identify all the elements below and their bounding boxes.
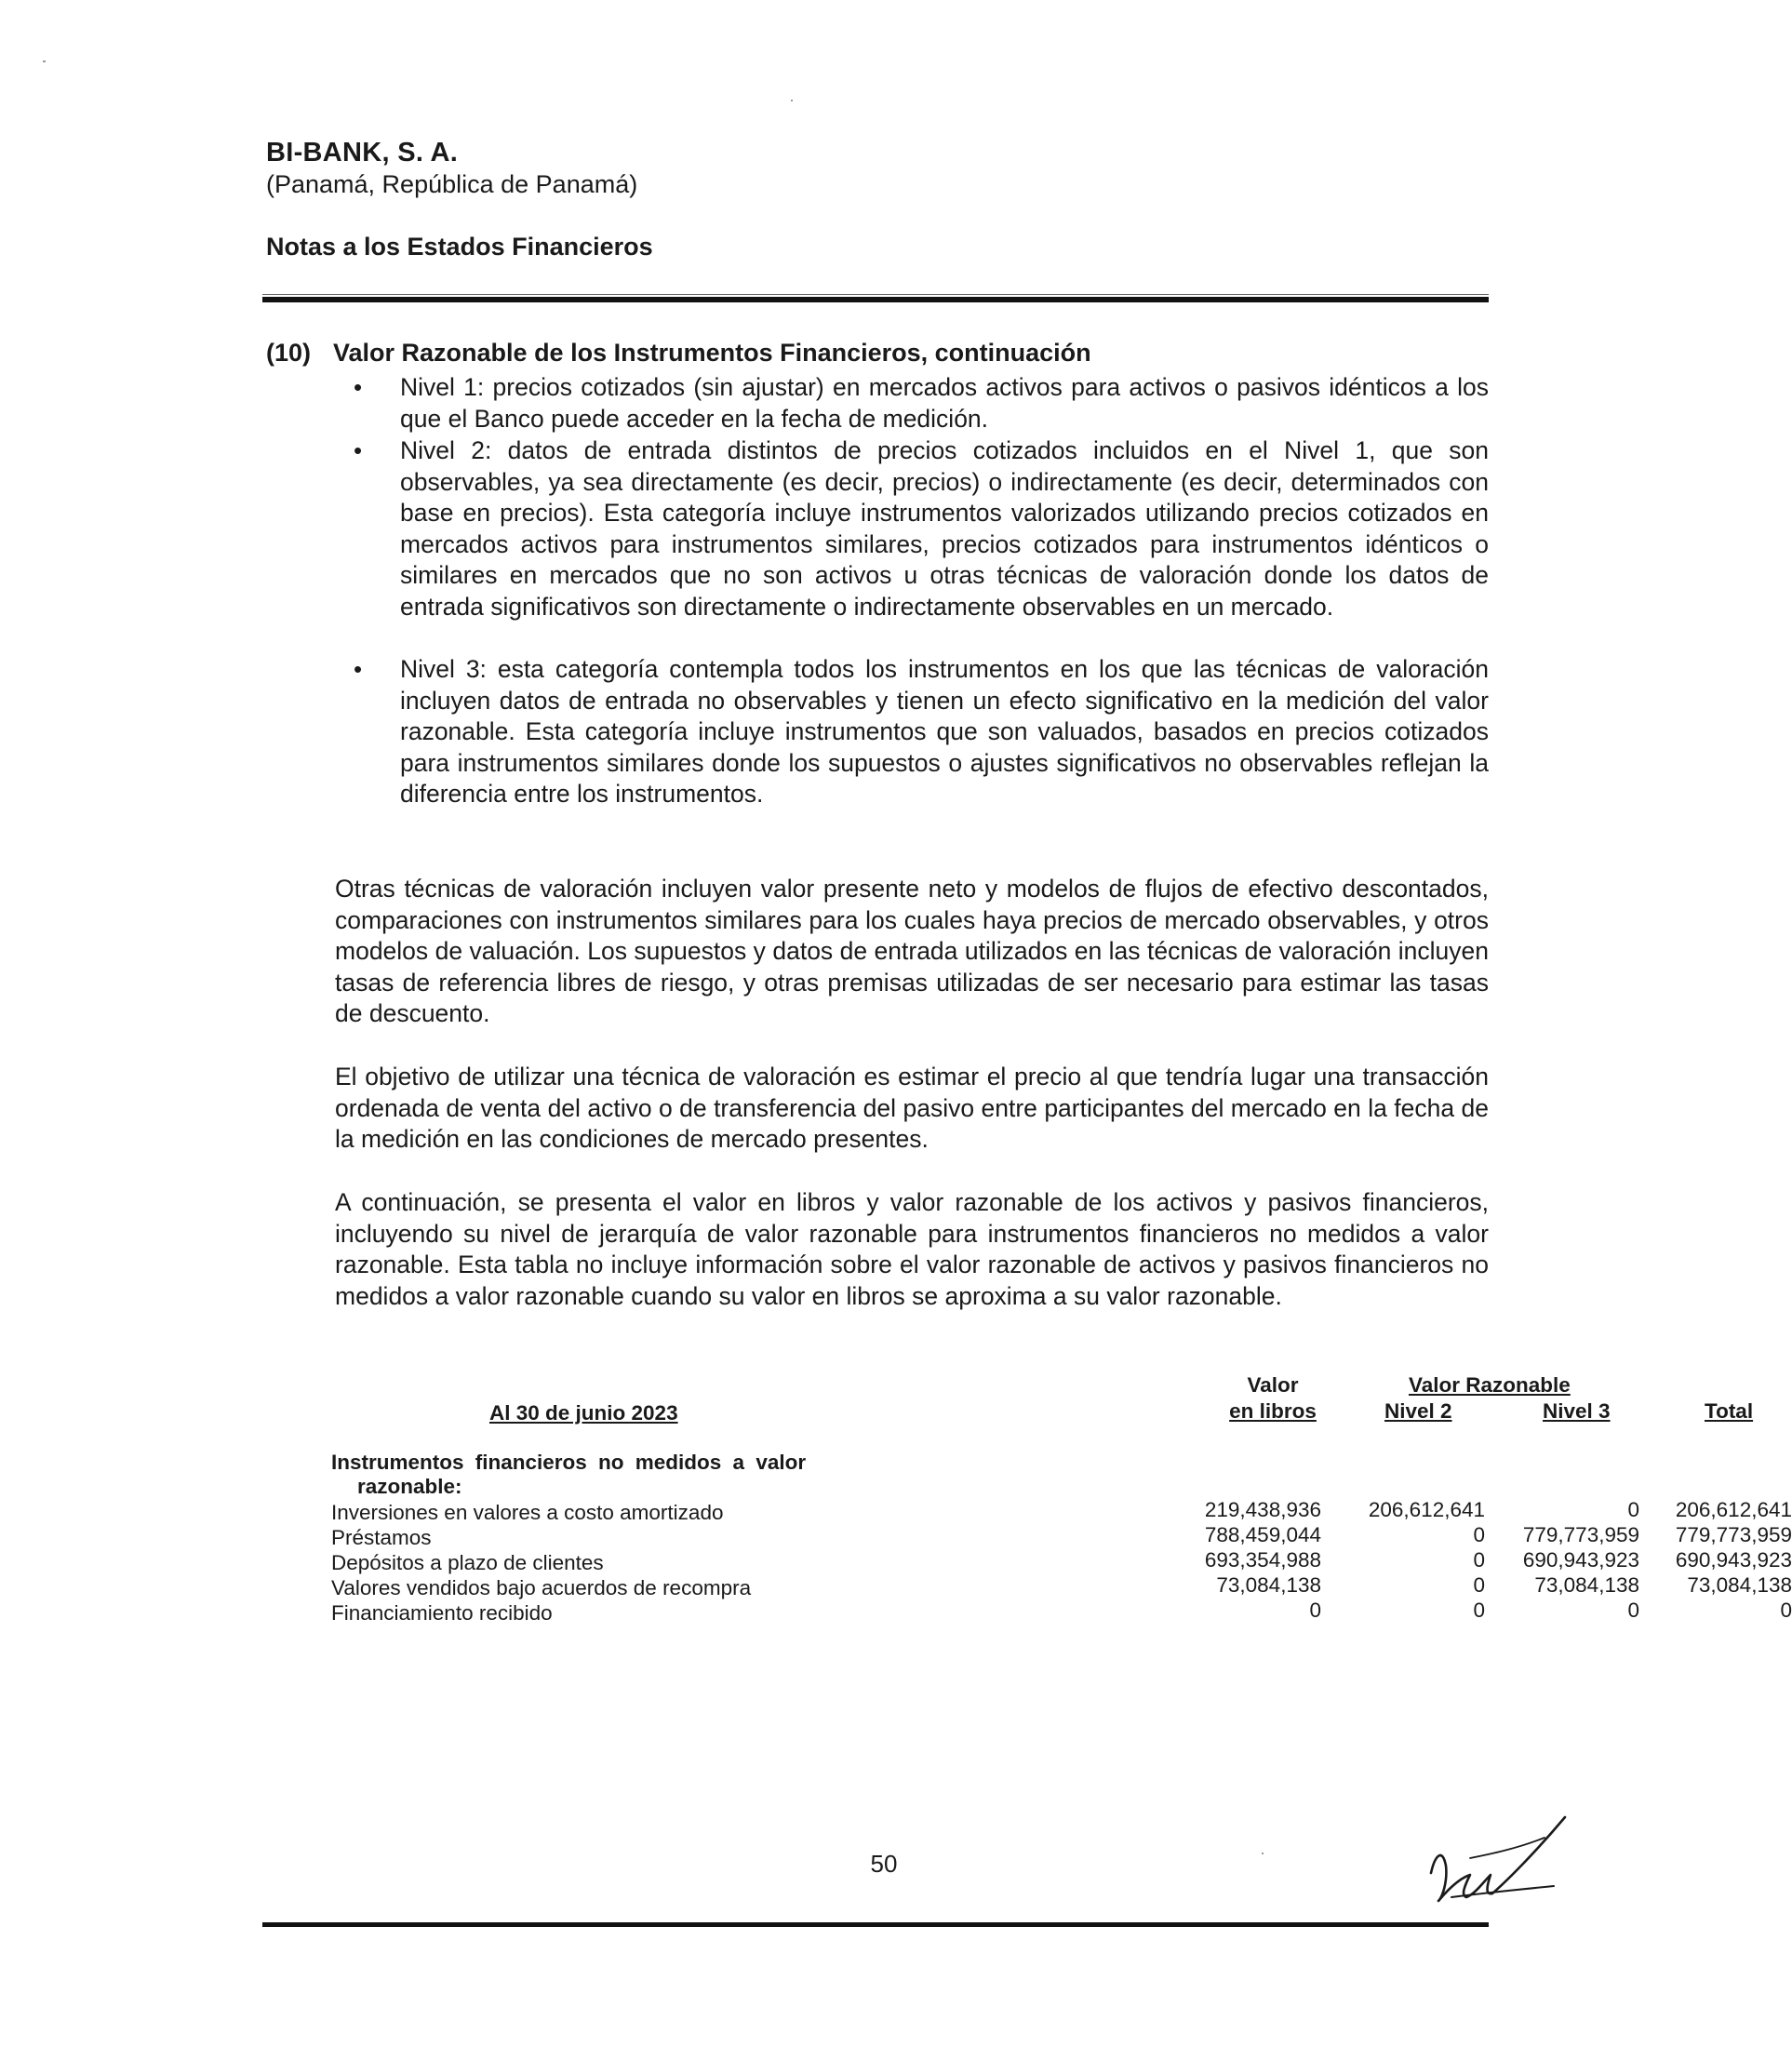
section-number: (10) bbox=[266, 339, 312, 367]
cell-nivel-3: 690,943,923 bbox=[1522, 1548, 1639, 1572]
row-label: Inversiones en valores a costo amortizado bbox=[331, 1501, 724, 1524]
list-item bbox=[335, 654, 1489, 810]
cell-valor: 219,438,936 bbox=[1204, 1498, 1321, 1521]
signature-icon bbox=[1414, 1800, 1572, 1912]
col-header-en-libros: en libros bbox=[1229, 1399, 1317, 1423]
level-list bbox=[335, 372, 1489, 811]
header-rule bbox=[262, 297, 1489, 302]
cell-nivel-2: 206,612,641 bbox=[1368, 1498, 1485, 1521]
cell-valor: 788,459,044 bbox=[1204, 1523, 1321, 1546]
cell-nivel-2: 0 bbox=[1473, 1523, 1485, 1546]
list-item-text: Nivel 2: datos de entrada distintos de precios cotizados incluidos en el Nivel 1, que son observables, ya sea directamente (es decir, precios) o indirectamente (es decir, determinados con base en precios). Esta categoría incluye instrumentos valorizados utilizando precios cotizados en mercados activos para instrumentos similares, precios cotizados para instrumentos idénticos o similares en mercados que no son activos u otras técnicas de valoración donde los datos de entrada significativos son directamente o indirectamente observables en un mercado. bbox=[400, 436, 1489, 621]
list-item-text: Nivel 3: esta categoría contempla todos los instrumentos en los que las técnicas de valoración incluyen datos de entrada no observables y tienen un efecto significativo en la medición del valor razonable. Esta categoría incluye instrumentos que son valuados, basados en precios cotizados para instrumentos similares donde los supuestos o ajustes significativos no observables reflejan la diferencia entre los instrumentos. bbox=[400, 655, 1489, 808]
row-label: Préstamos bbox=[331, 1526, 432, 1549]
col-header-valor: Valor bbox=[1247, 1373, 1299, 1397]
company-location: (Panamá, República de Panamá) bbox=[266, 170, 638, 198]
cell-total: 690,943,923 bbox=[1675, 1548, 1792, 1572]
col-header-nivel-3: Nivel 3 bbox=[1543, 1399, 1611, 1423]
bullet-icon: • bbox=[354, 655, 363, 683]
list-item-text: Nivel 1: precios cotizados (sin ajustar) en mercados activos para activos o pasivos idénticos a los que el Banco puede acceder en la fecha de medición. bbox=[400, 373, 1489, 433]
cell-nivel-3: 73,084,138 bbox=[1534, 1573, 1639, 1597]
list-item bbox=[335, 372, 1489, 435]
header-rule-thin bbox=[262, 294, 1489, 295]
cell-nivel-3: 0 bbox=[1627, 1599, 1639, 1622]
paragraph-techniques: Otras técnicas de valoración incluyen valor presente neto y modelos de flujos de efectivo descontados, comparaciones con instrumentos similares para los cuales haya precios de mercado observables, y otros modelos de valuación. Los supuestos y datos de entrada utilizados en las técnicas de valoración incluyen tasas de referencia libres de riesgo, y otras premisas utilizadas de ser necesario para estimar las tasas de descuento. bbox=[335, 875, 1489, 1027]
cell-valor: 693,354,988 bbox=[1204, 1548, 1321, 1572]
section-heading bbox=[266, 339, 1091, 368]
scan-speck bbox=[43, 60, 46, 62]
col-header-total: Total bbox=[1705, 1399, 1754, 1423]
table-section-label-cont: razonable: bbox=[357, 1475, 462, 1498]
col-header-nivel-2: Nivel 2 bbox=[1384, 1399, 1452, 1423]
cell-total: 0 bbox=[1780, 1599, 1792, 1622]
footer-rule bbox=[262, 1922, 1489, 1927]
paragraph-objective: El objetivo de utilizar una técnica de valoración es estimar el precio al que tendría lugar una transacción ordenada de venta del activo o de transferencia del pasivo entre participantes del mercado en la fecha de la medición en las condiciones de mercado presentes. bbox=[335, 1063, 1489, 1153]
row-label: Valores vendidos bajo acuerdos de recompra bbox=[331, 1576, 752, 1599]
cell-valor: 73,084,138 bbox=[1216, 1573, 1321, 1597]
scan-speck bbox=[791, 100, 793, 101]
bullet-icon: • bbox=[354, 373, 363, 401]
cell-nivel-3: 779,773,959 bbox=[1522, 1523, 1639, 1546]
section-title: Valor Razonable de los Instrumentos Financieros, continuación bbox=[333, 339, 1091, 367]
cell-total: 779,773,959 bbox=[1675, 1523, 1792, 1546]
cell-nivel-2: 0 bbox=[1473, 1599, 1485, 1622]
company-name: BI-BANK, S. A. bbox=[266, 138, 459, 167]
row-label: Financiamiento recibido bbox=[331, 1601, 553, 1625]
bullet-icon: • bbox=[354, 436, 363, 464]
cell-valor: 0 bbox=[1309, 1599, 1321, 1622]
cell-nivel-3: 0 bbox=[1627, 1498, 1639, 1521]
group-header-valor-razonable: Valor Razonable bbox=[1409, 1373, 1571, 1397]
list-item bbox=[335, 435, 1489, 622]
date-header: Al 30 de junio 2023 bbox=[489, 1401, 678, 1425]
cell-total: 206,612,641 bbox=[1675, 1498, 1792, 1521]
paragraph-table-intro: A continuación, se presenta el valor en libros y valor razonable de los activos y pasivos financieros, incluyendo su nivel de jerarquía de valor razonable para instrumentos financieros no medidos a valor razonable. Esta tabla no incluye información sobre el valor razonable de activos y pasivos financieros no medidos a valor razonable cuando su valor en libros se aproxima a su valor razonable. bbox=[335, 1188, 1489, 1310]
row-label: Depósitos a plazo de clientes bbox=[331, 1551, 604, 1574]
cell-total: 73,084,138 bbox=[1687, 1573, 1792, 1597]
page-number: 50 bbox=[870, 1850, 898, 1878]
document-title: Notas a los Estados Financieros bbox=[266, 233, 653, 261]
scan-speck bbox=[1262, 1853, 1264, 1854]
table-section-label: Instrumentos financieros no medidos a valor bbox=[331, 1451, 807, 1474]
cell-nivel-2: 0 bbox=[1473, 1548, 1485, 1572]
cell-nivel-2: 0 bbox=[1473, 1573, 1485, 1597]
